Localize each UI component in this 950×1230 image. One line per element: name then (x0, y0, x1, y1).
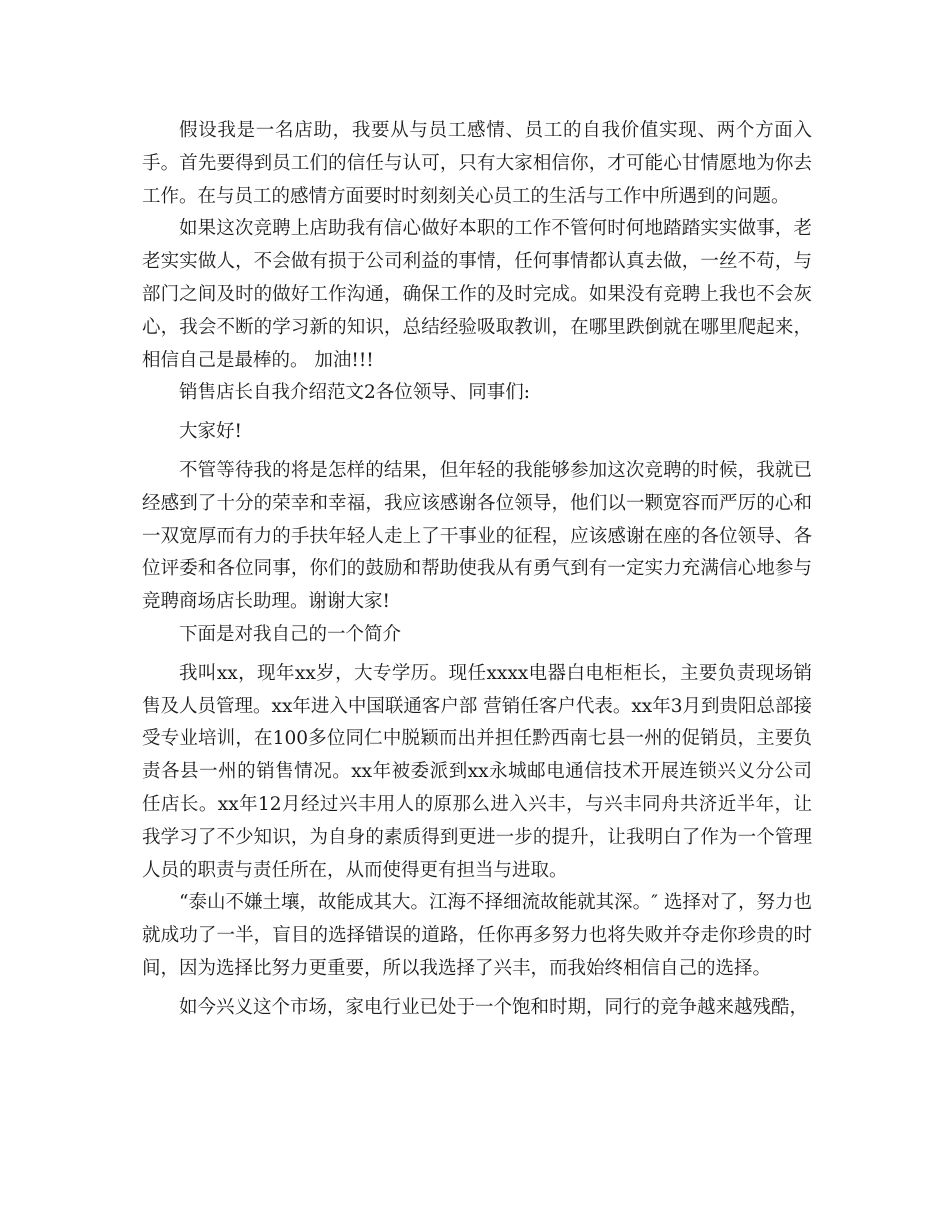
paragraph-5: 不管等待我的将是怎样的结果，但年轻的我能够参加这次竞聘的时候，我就已经感到了十分的荣幸和幸福，我应该感谢各位领导，他们以一颗宽容而严厉的心和一双宽厚而有力的手扶年轻人走上了干事业的征程，应该感谢在座的各位领导、各位评委和各位同事，你们的鼓励和帮助使我从有勇气到有一定实力充满信心地参与竞聘商场店长助理。谢谢大家! (142, 459, 812, 613)
paragraph-6: 下面是对我自己的一个简介 (179, 623, 402, 645)
paragraph-4-greeting: 大家好! (179, 421, 242, 443)
paragraph-9: 如今兴义这个市场，家电行业已处于一个饱和时期，同行的竞争越来越残酷， (179, 996, 809, 1018)
paragraph-3-heading: 销售店长自我介绍范文2各位领导、同事们: (179, 382, 531, 404)
paragraph-8-quote: “泰山不嫌土壤，故能成其大。江海不择细流故能就其深。″ 选择对了，努力也就成功了一半，盲目的选择错误的道路，任你再多努力也将失败并夺走你珍贵的时间，因为选择比努力更重要，所以我选择了兴丰，而我始终相信自己的选择。 (142, 892, 812, 979)
paragraph-7: 我叫xx，现年xx岁，大专学历。现任xxxx电器白电柜柜长，主要负责现场销售及人员管理。xx年进入中国联通客户部 营销任客户代表。xx年3月到贵阳总部接受专业培训，在100多位同仁中脱颖而出并担任黔西南七县一州的促销员，主要负责各县一州的销售情况。xx年被委派到xx永城邮电通信技术开展连锁兴义分公司任店长。xx年12月经过兴丰用人的原那么进入兴丰，与兴丰同舟共济近半年，让我学习了不少知识，为自身的素质得到更进一步的提升，让我明白了作为一个管理人员的职责与责任所在，从而使得更有担当与进取。 (142, 662, 812, 881)
paragraph-2: 如果这次竞聘上店助我有信心做好本职的工作不管何时何地踏踏实实做事，老老实实做人，不会做有损于公司利益的事情，任何事情都认真去做，一丝不苟，与部门之间及时的做好工作沟通，确保工作的及时完成。如果没有竞聘上我也不会灰心，我会不断的学习新的知识，总结经验吸取教训，在哪里跌倒就在哪里爬起来，相信自己是最棒的。 加油!!! (142, 218, 812, 371)
paragraph-1: 假设我是一名店助，我要从与员工感情、员工的自我价值实现、两个方面入手。首先要得到员工们的信任与认可，只有大家相信你，才可能心甘情愿地为你去工作。在与员工的感情方面要时时刻刻关心员工的生活与工作中所遇到的问题。 (142, 120, 812, 207)
document-page (142, 115, 812, 1025)
